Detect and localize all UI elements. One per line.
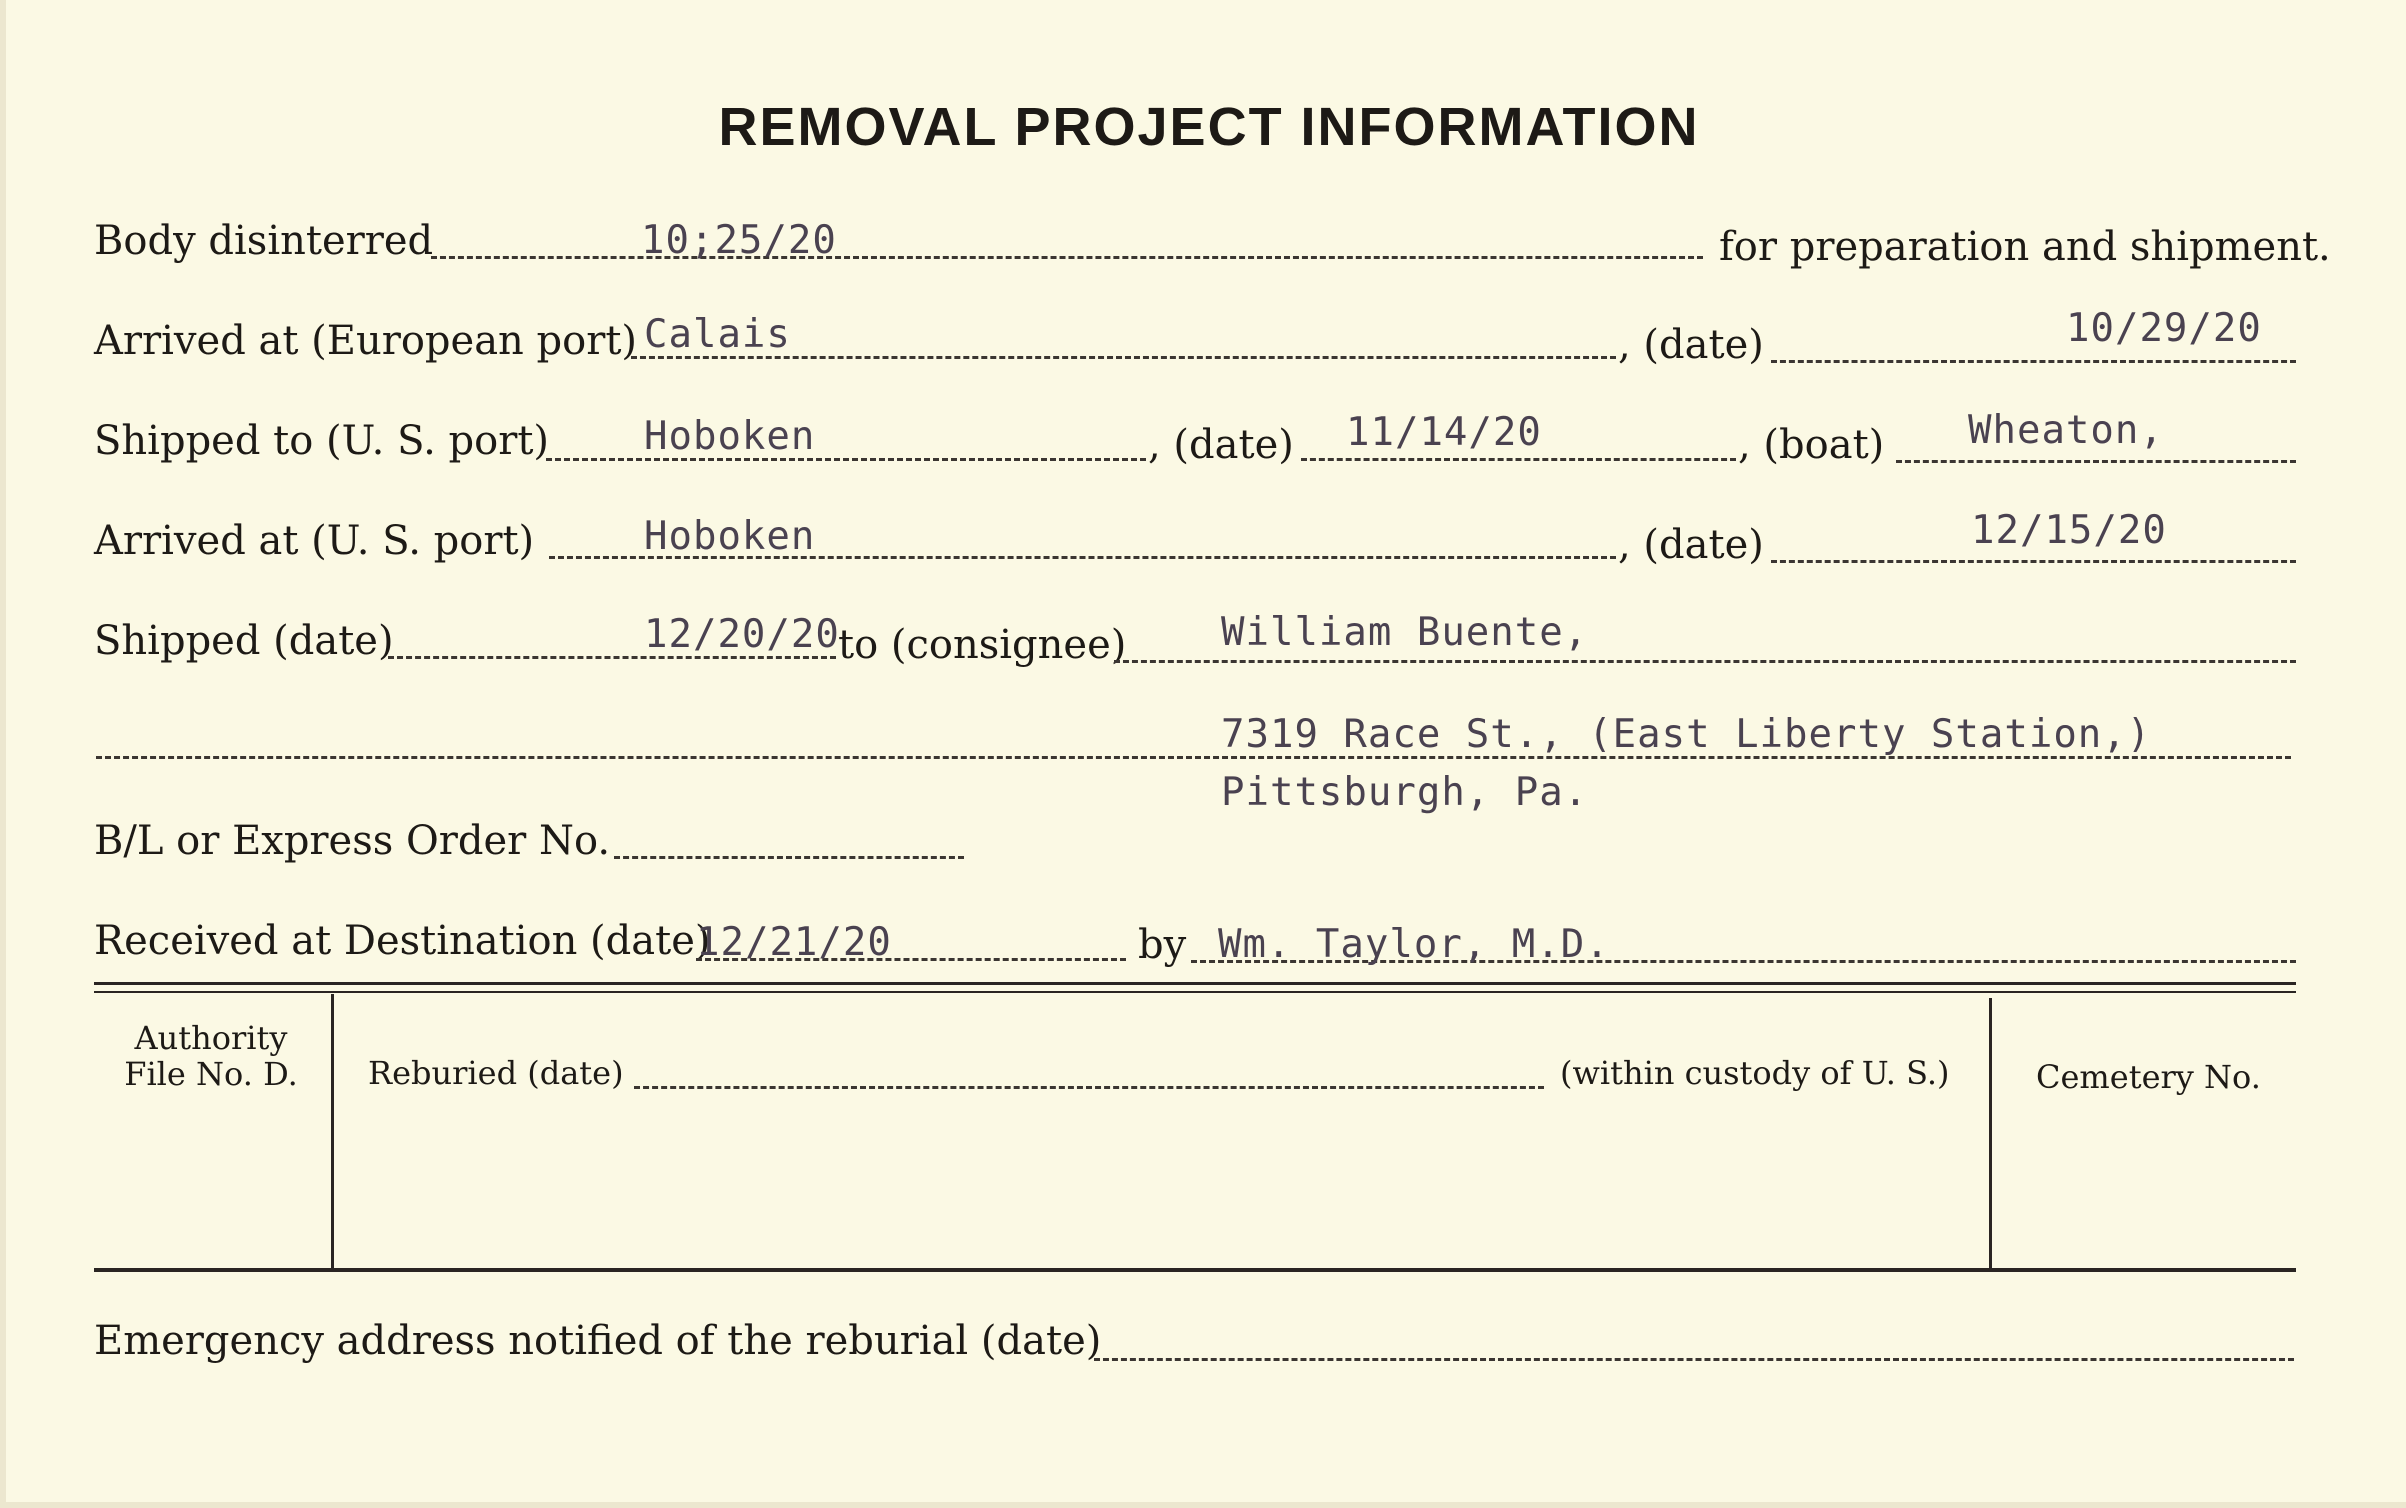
double-rule-top	[94, 982, 2296, 985]
label-bl-order-no: B/L or Express Order No.	[94, 818, 611, 864]
line-us-port-shipped	[546, 458, 1146, 461]
label-authority-file-no	[101, 1020, 321, 1092]
value-consignee-address-1: 7319 Race St., (East Liberty Station,)	[1221, 712, 2152, 757]
label-to-consignee: to (consignee)	[838, 622, 1127, 668]
value-consignee-name: William Buente,	[1221, 610, 1589, 655]
label-cemetery-no: Cemetery No.	[2036, 1058, 2261, 1096]
line-european-date	[1771, 360, 2296, 363]
label-boat: , (boat)	[1738, 422, 1885, 468]
divider-cemetery	[1989, 998, 1992, 1272]
value-consignee-address-2: Pittsburgh, Pa.	[1221, 770, 1589, 815]
value-received-by: Wm. Taylor, M.D.	[1218, 922, 1610, 967]
value-received-date: 12/21/20	[696, 920, 892, 965]
label-shipped-to-us-port: Shipped to (U. S. port)	[94, 418, 549, 464]
label-emergency-address: Emergency address notified of the reburial (date)	[94, 1318, 1102, 1364]
label-by: by	[1138, 922, 1187, 968]
label-us-arrival-date: , (date)	[1618, 522, 1764, 568]
label-arrived-european-port: Arrived at (European port)	[94, 318, 638, 364]
value-boat: Wheaton,	[1968, 408, 2164, 453]
divider-authority	[331, 994, 334, 1270]
label-shipped-date: Shipped (date)	[94, 618, 394, 664]
line-bl-order-no	[614, 856, 964, 859]
value-us-port-arrived: Hoboken	[644, 514, 816, 559]
line-consignee	[1114, 660, 2296, 663]
label-ship-date: , (date)	[1148, 422, 1294, 468]
value-shipped-date: 12/20/20	[644, 612, 840, 657]
value-us-port-shipped: Hoboken	[644, 414, 816, 459]
label-european-date: , (date)	[1618, 322, 1764, 368]
line-reburied-date	[634, 1086, 1544, 1089]
label-file-no: File No. D.	[124, 1055, 298, 1093]
line-emergency-date	[1094, 1358, 2294, 1361]
line-us-arrival-date	[1771, 560, 2296, 563]
value-disinterred-date: 10;25/20	[641, 218, 837, 263]
line-ship-date	[1301, 458, 1736, 461]
line-boat	[1896, 460, 2296, 463]
label-authority: Authority	[134, 1019, 288, 1057]
label-within-custody: (within custody of U. S.)	[1560, 1054, 1950, 1092]
label-for-preparation: for preparation and shipment.	[1719, 224, 2331, 270]
label-body-disinterred: Body disinterred	[94, 218, 434, 264]
page-title: REMOVAL PROJECT INFORMATION	[718, 97, 1700, 157]
value-ship-date: 11/14/20	[1346, 410, 1542, 455]
table-bottom-rule	[94, 1268, 2296, 1272]
label-received-at-destination: Received at Destination (date)	[94, 918, 711, 964]
value-european-arrival-date: 10/29/20	[2066, 306, 2262, 351]
line-disinterred	[431, 256, 1703, 259]
label-reburied-date: Reburied (date)	[368, 1054, 624, 1092]
value-european-port: Calais	[644, 312, 791, 357]
double-rule-bottom	[94, 991, 2296, 993]
value-us-arrival-date: 12/15/20	[1971, 508, 2167, 553]
label-arrived-us-port: Arrived at (U. S. port)	[94, 518, 535, 564]
